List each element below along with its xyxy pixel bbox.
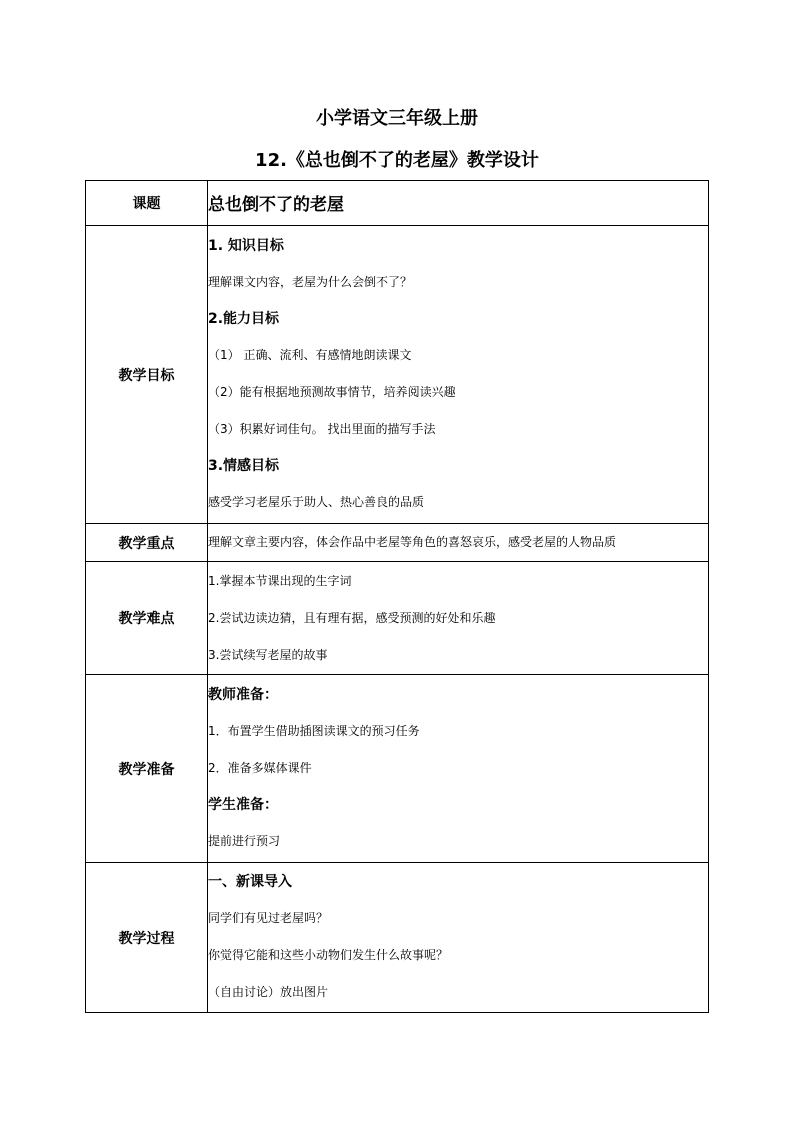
table-row-key bbox=[86, 524, 709, 562]
document-subtitle: 12.《总也倒不了的老屋》教学设计 bbox=[255, 150, 539, 171]
table-row-prep bbox=[86, 675, 709, 863]
process-line: （自由讨论）放出图片 bbox=[208, 985, 329, 999]
prep-heading-student: 学生准备： bbox=[208, 797, 278, 813]
difficult-line: 3.尝试续写老屋的故事 bbox=[208, 647, 328, 662]
prep-line: 1．布置学生借助插图读课文的预习任务 bbox=[208, 724, 420, 738]
goals-line: （3）积累好词佳句。 找出里面的描写手法 bbox=[208, 422, 436, 436]
goals-label: 教学目标 bbox=[86, 226, 208, 524]
goals-heading-emotion: 3.情感目标 bbox=[208, 458, 280, 474]
document-title: 小学语文三年级上册 bbox=[316, 108, 478, 129]
prep-cell bbox=[208, 675, 709, 863]
table-row-topic bbox=[86, 181, 709, 226]
prep-line: 2．准备多媒体课件 bbox=[208, 761, 312, 775]
table-row-process bbox=[86, 863, 709, 1013]
prep-label: 教学准备 bbox=[86, 675, 208, 863]
process-heading-intro: 一、新课导入 bbox=[208, 874, 292, 890]
difficult-cell bbox=[208, 562, 709, 675]
process-line: 你觉得它能和这些小动物们发生什么故事呢？ bbox=[208, 948, 449, 962]
goals-heading-knowledge: 1. 知识目标 bbox=[208, 238, 284, 254]
goals-line: 感受学习老屋乐于助人、热心善良的品质 bbox=[208, 495, 425, 509]
lesson-plan-table bbox=[85, 180, 709, 1013]
process-cell bbox=[208, 863, 709, 1013]
goals-cell bbox=[208, 226, 709, 524]
table-row-difficult bbox=[86, 562, 709, 675]
topic-text: 总也倒不了的老屋 bbox=[208, 195, 344, 215]
process-label: 教学过程 bbox=[86, 863, 208, 1013]
table-row-goals bbox=[86, 226, 709, 524]
prep-line: 提前进行预习 bbox=[208, 834, 281, 848]
difficult-line: 2.尝试边读边猜，且有理有据，感受预测的好处和乐趣 bbox=[208, 610, 496, 625]
difficult-label: 教学难点 bbox=[86, 562, 208, 675]
key-text: 理解文章主要内容，体会作品中老屋等角色的喜怒哀乐，感受老屋的人物品质 bbox=[208, 535, 617, 549]
goals-line: （1） 正确、流利、有感情地朗读课文 bbox=[208, 348, 412, 362]
key-cell bbox=[208, 524, 709, 562]
goals-line: （2）能有根据地预测故事情节，培养阅读兴趣 bbox=[208, 385, 456, 399]
goals-heading-ability: 2.能力目标 bbox=[208, 311, 280, 327]
prep-heading-teacher: 教师准备： bbox=[208, 687, 278, 703]
topic-label: 课题 bbox=[86, 181, 208, 226]
goals-line: 理解课文内容，老屋为什么会倒不了？ bbox=[208, 275, 413, 289]
difficult-line: 1.掌握本节课出现的生字词 bbox=[208, 573, 352, 588]
key-label: 教学重点 bbox=[86, 524, 208, 562]
topic-cell bbox=[208, 181, 709, 226]
process-line: 同学们有见过老屋吗？ bbox=[208, 911, 329, 925]
